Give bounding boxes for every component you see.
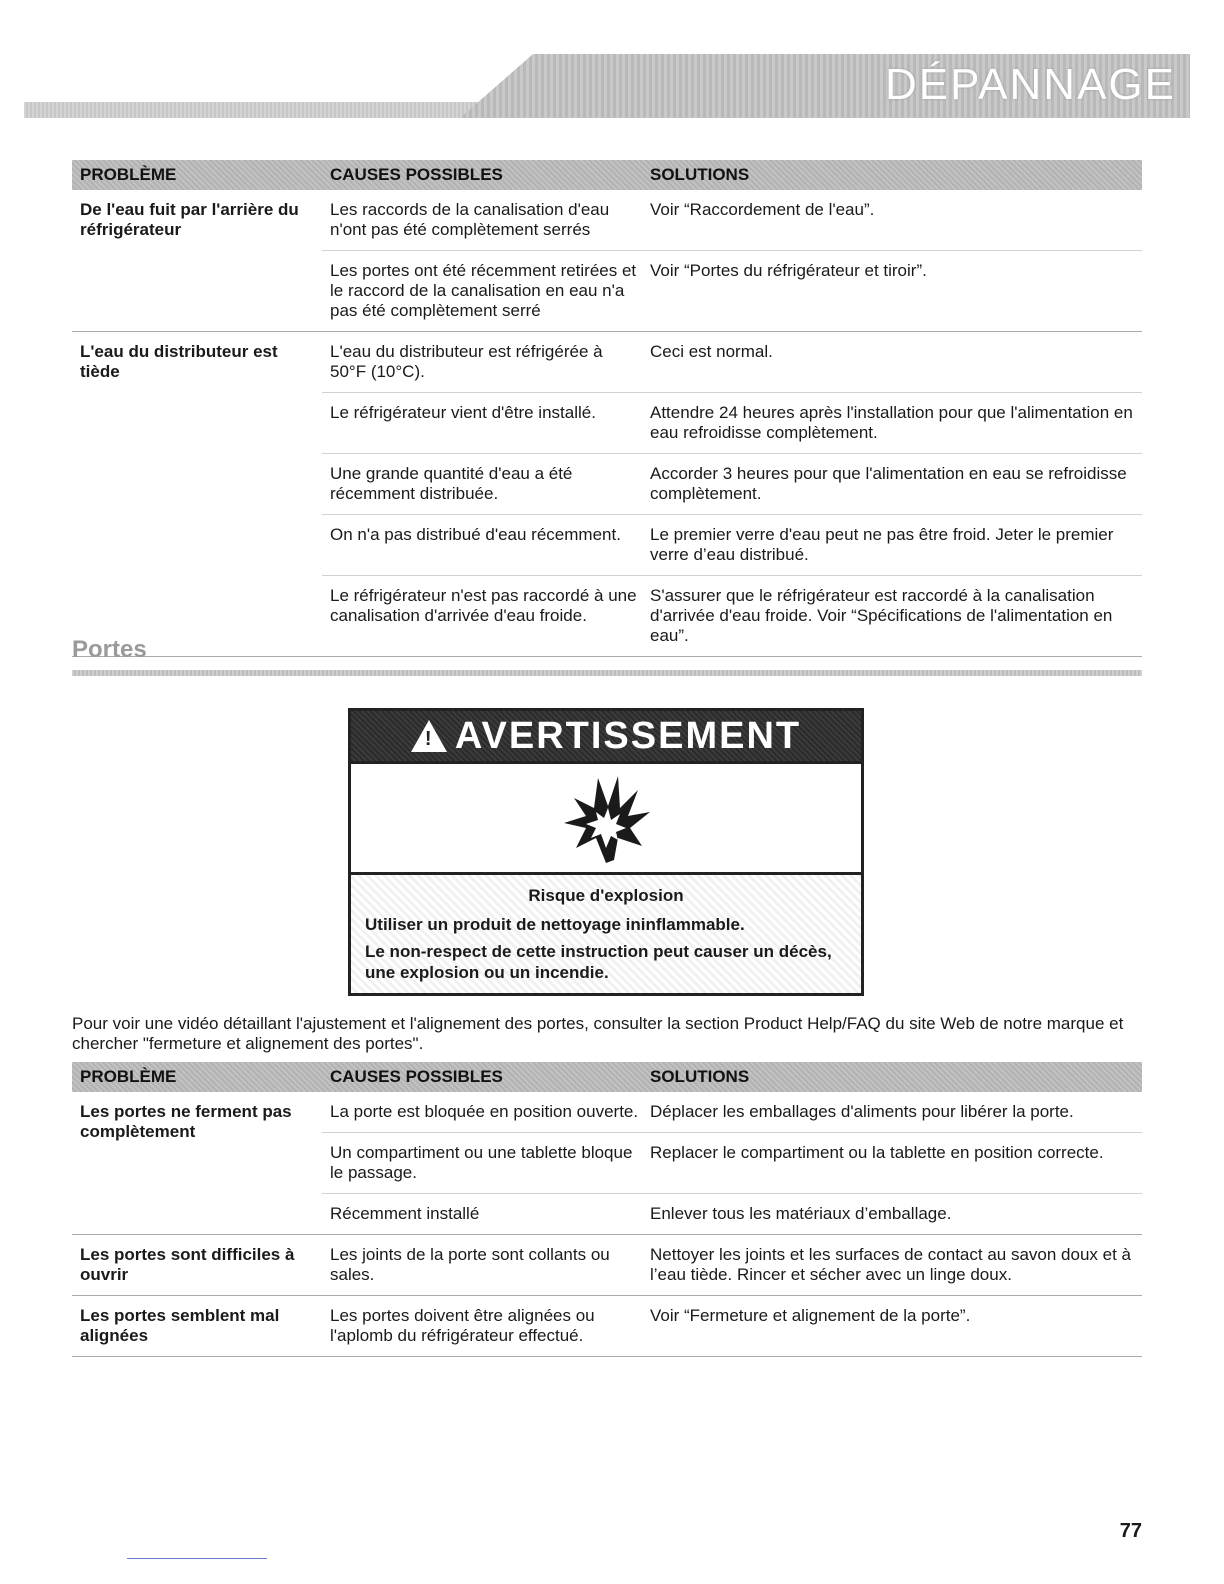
problem-group	[72, 1235, 1142, 1296]
table-row	[322, 393, 1142, 454]
cause-cell: La porte est bloquée en position ouverte.	[330, 1102, 639, 1121]
cause-cell: On n'a pas distribué d'eau récemment.	[330, 525, 621, 544]
header-causes: CAUSES POSSIBLES	[330, 1067, 503, 1086]
table-row	[322, 515, 1142, 576]
table-header	[72, 160, 1142, 190]
cause-cell: Les portes ont été récemment retirées et le raccord de la canalisation en eau n'a pas été complètement serré	[330, 261, 637, 320]
explosion-icon	[556, 768, 656, 868]
page-number: 77	[1119, 1520, 1142, 1542]
page-header-title: DÉPANNAGE	[884, 60, 1176, 109]
problem-label: L'eau du distributeur est tiède	[80, 342, 278, 381]
explosion-pictogram	[351, 761, 861, 875]
cause-cell: L'eau du distributeur est réfrigérée à 50°F (10°C).	[330, 342, 603, 381]
section-divider	[72, 670, 1142, 676]
problem-label: Les portes sont difficiles à ouvrir	[80, 1245, 295, 1284]
header-problem: PROBLÈME	[80, 165, 177, 184]
solution-cell: S'assurer que le réfrigérateur est raccordé à la canalisation d'arrivée d'eau froide. Voir “Spécifications de l'alimentation en eau”.	[650, 586, 1113, 645]
warning-instruction: Utiliser un produit de nettoyage ininflammable.	[365, 915, 745, 934]
solution-cell: Replacer le compartiment ou la tablette en position correcte.	[650, 1143, 1104, 1162]
footer-line	[127, 1558, 267, 1559]
cause-cell: Le réfrigérateur n'est pas raccordé à une canalisation d'arrivée d'eau froide.	[330, 586, 637, 625]
warning-body	[351, 875, 861, 993]
problem-label: Les portes semblent mal alignées	[80, 1306, 280, 1345]
table-row	[322, 576, 1142, 656]
warning-header	[351, 711, 861, 761]
header-solutions: SOLUTIONS	[650, 165, 750, 184]
cause-cell: Les portes doivent être alignées ou l'aplomb du réfrigérateur effectué.	[330, 1306, 595, 1345]
solution-cell: Attendre 24 heures après l'installation pour que l'alimentation en eau refroidisse complètement.	[650, 403, 1133, 442]
warning-risk: Risque d'explosion	[528, 886, 684, 905]
header-causes: CAUSES POSSIBLES	[330, 165, 503, 184]
table-row	[322, 1133, 1142, 1194]
troubleshooting-table-doors	[72, 1062, 1142, 1357]
solution-cell: Voir “Portes du réfrigérateur et tiroir”.	[650, 261, 927, 280]
solution-cell: Déplacer les emballages d'aliments pour libérer la porte.	[650, 1102, 1074, 1121]
troubleshooting-table-water	[72, 160, 1142, 657]
problem-group	[72, 1092, 1142, 1235]
warning-consequence: Le non-respect de cette instruction peut causer un décès, une explosion ou un incendie.	[365, 942, 832, 982]
table-row	[322, 1092, 1142, 1133]
cause-cell: Récemment installé	[330, 1204, 480, 1223]
table-row	[322, 1235, 1142, 1295]
problem-group	[72, 1296, 1142, 1357]
problem-label: Les portes ne ferment pas complètement	[80, 1102, 292, 1141]
header-solutions: SOLUTIONS	[650, 1067, 750, 1086]
table-row	[322, 332, 1142, 393]
warning-triangle-icon: !	[411, 720, 447, 752]
solution-cell: Le premier verre d'eau peut ne pas être froid. Jeter le premier verre d’eau distribué.	[650, 525, 1114, 564]
table-header	[72, 1062, 1142, 1092]
problem-group	[72, 190, 1142, 332]
solution-cell: Voir “Raccordement de l'eau”.	[650, 200, 875, 219]
header-problem: PROBLÈME	[80, 1067, 177, 1086]
cause-cell: Le réfrigérateur vient d'être installé.	[330, 403, 596, 422]
cause-cell: Les joints de la porte sont collants ou sales.	[330, 1245, 610, 1284]
cause-cell: Une grande quantité d'eau a été récemment distribuée.	[330, 464, 573, 503]
intro-paragraph: Pour voir une vidéo détaillant l'ajustement et l'alignement des portes, consulter la section Product Help/FAQ du site Web de notre marque et chercher "fermeture et alignement des portes".	[72, 1014, 1124, 1053]
problem-label: De l'eau fuit par l'arrière du réfrigérateur	[80, 200, 299, 239]
warning-box	[348, 708, 864, 996]
cause-cell: Un compartiment ou une tablette bloque le passage.	[330, 1143, 633, 1182]
table-row	[322, 190, 1142, 251]
solution-cell: Voir “Fermeture et alignement de la porte”.	[650, 1306, 971, 1325]
problem-group	[72, 332, 1142, 657]
table-row	[322, 1296, 1142, 1356]
section-title: Portes	[72, 636, 147, 663]
cause-cell: Les raccords de la canalisation d'eau n'ont pas été complètement serrés	[330, 200, 610, 239]
warning-title: AVERTISSEMENT	[454, 714, 802, 757]
solution-cell: Ceci est normal.	[650, 342, 773, 361]
table-row	[322, 251, 1142, 331]
table-row	[322, 1194, 1142, 1234]
solution-cell: Enlever tous les matériaux d’emballage.	[650, 1204, 952, 1223]
solution-cell: Accorder 3 heures pour que l'alimentation en eau se refroidisse complètement.	[650, 464, 1127, 503]
solution-cell: Nettoyer les joints et les surfaces de contact au savon doux et à l’eau tiède. Rincer et sécher avec un linge doux.	[650, 1245, 1131, 1284]
table-row	[322, 454, 1142, 515]
